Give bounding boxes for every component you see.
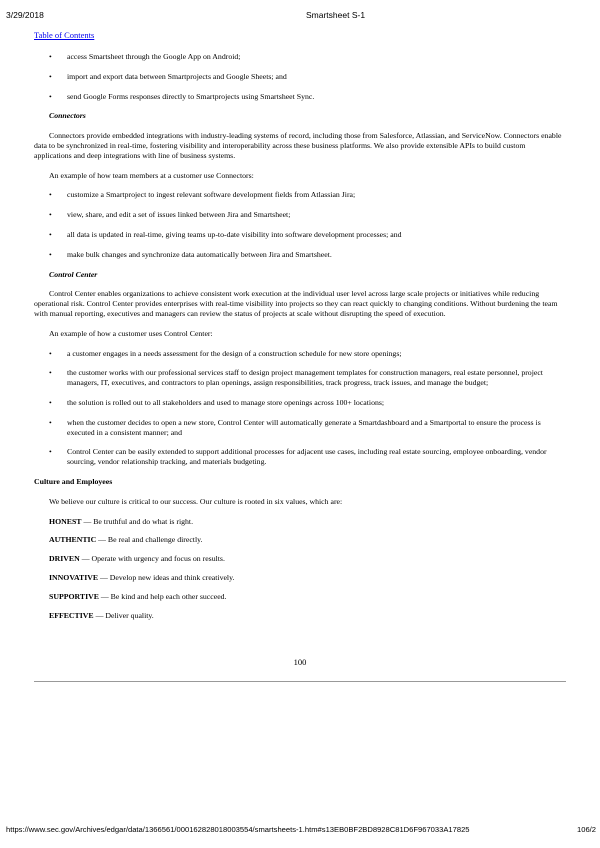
value-description: — Operate with urgency and focus on results.	[79, 554, 225, 564]
value-supportive	[49, 592, 562, 602]
bullet-text: a customer engages in a needs assessment for the design of a construction schedule for new store openings;	[67, 348, 402, 358]
value-description: — Deliver quality.	[93, 610, 154, 620]
culture-heading: Culture and Employees	[34, 476, 113, 486]
bullet-icon: •	[49, 447, 52, 457]
value-name: DRIVEN	[49, 554, 80, 564]
bullet-text: import and export data between Smartprojects and Google Sheets; and	[67, 71, 287, 81]
bullet-text: view, share, and edit a set of issues linked between Jira and Smartsheet;	[67, 210, 291, 220]
value-name: INNOVATIVE	[49, 572, 99, 582]
bullet-text: customize a Smartproject to ingest relevant software development fields from Atlassian Jira;	[67, 190, 356, 200]
bullet-icon: •	[49, 397, 52, 407]
document-body	[34, 52, 562, 629]
value-driven	[49, 554, 562, 564]
bullet-icon: •	[49, 229, 52, 239]
intro-bullet-2	[34, 72, 562, 82]
bullet-icon: •	[49, 71, 52, 81]
bullet-text: access Smartsheet through the Google App on Android;	[67, 52, 241, 61]
bullet-text: when the customer decides to open a new store, Control Center will automatically generate a Smartdashboard and a Smartportal to ensure the process is executed in a consistent manner; and	[67, 417, 541, 437]
connectors-heading: Connectors	[49, 111, 86, 121]
intro-bullet-3	[34, 92, 562, 102]
bullet-text: all data is updated in real-time, giving teams up-to-date visibility into software development processes; and	[67, 229, 402, 239]
bullet-text: send Google Forms responses directly to Smartprojects using Smartsheet Sync.	[67, 91, 315, 101]
bullet-icon: •	[49, 417, 52, 427]
intro-bullet-1	[34, 52, 562, 62]
connectors-bullet-3	[34, 230, 562, 240]
connectors-bullet-2	[34, 210, 562, 220]
bullet-text: Control Center can be easily extended to support additional processes for adjacent use cases, including real estate sourcing, employee onboarding, vendor sourcing, vendor relationship tracking, and materials budgeting.	[67, 447, 547, 467]
bullet-text: make bulk changes and synchronize data automatically between Jira and Smartsheet.	[67, 249, 332, 259]
connectors-bullet-4	[34, 250, 562, 260]
bullet-icon: •	[49, 368, 52, 378]
table-of-contents-link[interactable]: Table of Contents	[34, 30, 95, 40]
value-name: EFFECTIVE	[49, 610, 94, 620]
page-divider	[34, 681, 566, 682]
value-description: — Develop new ideas and think creatively.	[98, 572, 235, 582]
bullet-icon: •	[49, 52, 52, 61]
value-name: AUTHENTIC	[49, 535, 97, 545]
value-name: SUPPORTIVE	[49, 591, 99, 601]
footer-page-count: 106/2	[577, 825, 597, 834]
control-center-heading: Control Center	[49, 269, 98, 279]
bullet-icon: •	[49, 210, 52, 220]
control-center-bullet-3	[34, 398, 562, 408]
control-center-paragraph: Control Center enables organizations to achieve consistent work execution at the individual user level across large scale projects or initiatives while reducing operational risk. Control Center provides enterprises with real-time visibility into projects so they can react quickly to changing conditions. Without burdening the team with manual reporting, executives and managers can review the status of projects at scale without disrupting the speed of execution.	[34, 289, 558, 318]
value-description: — Be truthful and do what is right.	[81, 516, 194, 526]
bullet-icon: •	[49, 190, 52, 200]
bullet-icon: •	[49, 91, 52, 101]
bullet-icon: •	[49, 249, 52, 259]
bullet-text: the solution is rolled out to all stakeholders and used to manage store openings across 100+ locations;	[67, 397, 385, 407]
value-honest	[49, 517, 562, 527]
control-center-bullet-2	[34, 368, 562, 388]
bullet-icon: •	[49, 348, 52, 358]
print-title: Smartsheet S-1	[306, 10, 366, 20]
value-innovative	[49, 573, 562, 583]
bullet-text: the customer works with our professional services staff to design project management templates for construction managers, real estate personnel, project managers, IT, executives, and contractors to plan openings, assign responsibilities, track progress, track issues, and manage the budget;	[67, 368, 543, 388]
control-center-example-intro: An example of how a customer uses Control Center:	[49, 328, 213, 338]
value-authentic	[49, 535, 562, 545]
page-number: 100	[293, 657, 307, 667]
control-center-bullet-5	[34, 447, 562, 467]
control-center-bullet-1	[34, 349, 562, 359]
value-description: — Be kind and help each other succeed.	[98, 591, 227, 601]
control-center-bullet-4	[34, 418, 562, 438]
value-name: HONEST	[49, 516, 82, 526]
culture-intro: We believe our culture is critical to our success. Our culture is rooted in six values, which are:	[49, 496, 343, 506]
print-date: 3/29/2018	[6, 10, 44, 20]
footer-url: https://www.sec.gov/Archives/edgar/data/1366561/000162828018003554/smartsheets-1.htm#s13EB0BF2BD8928C81D6F967033A17825	[6, 825, 470, 834]
connectors-paragraph: Connectors provide embedded integrations with industry-leading systems of record, including those from Salesforce, Atlassian, and ServiceNow. Connectors enable data to be synchronized in real-time, fostering visibility and interoperability across these business platforms. We also provide extensible APIs to build custom applications and deep integrations with line of business systems.	[34, 131, 562, 160]
connectors-bullet-1	[34, 190, 562, 200]
value-description: — Be real and challenge directly.	[96, 535, 203, 545]
value-effective	[49, 611, 562, 621]
connectors-example-intro: An example of how team members at a customer use Connectors:	[49, 170, 254, 180]
